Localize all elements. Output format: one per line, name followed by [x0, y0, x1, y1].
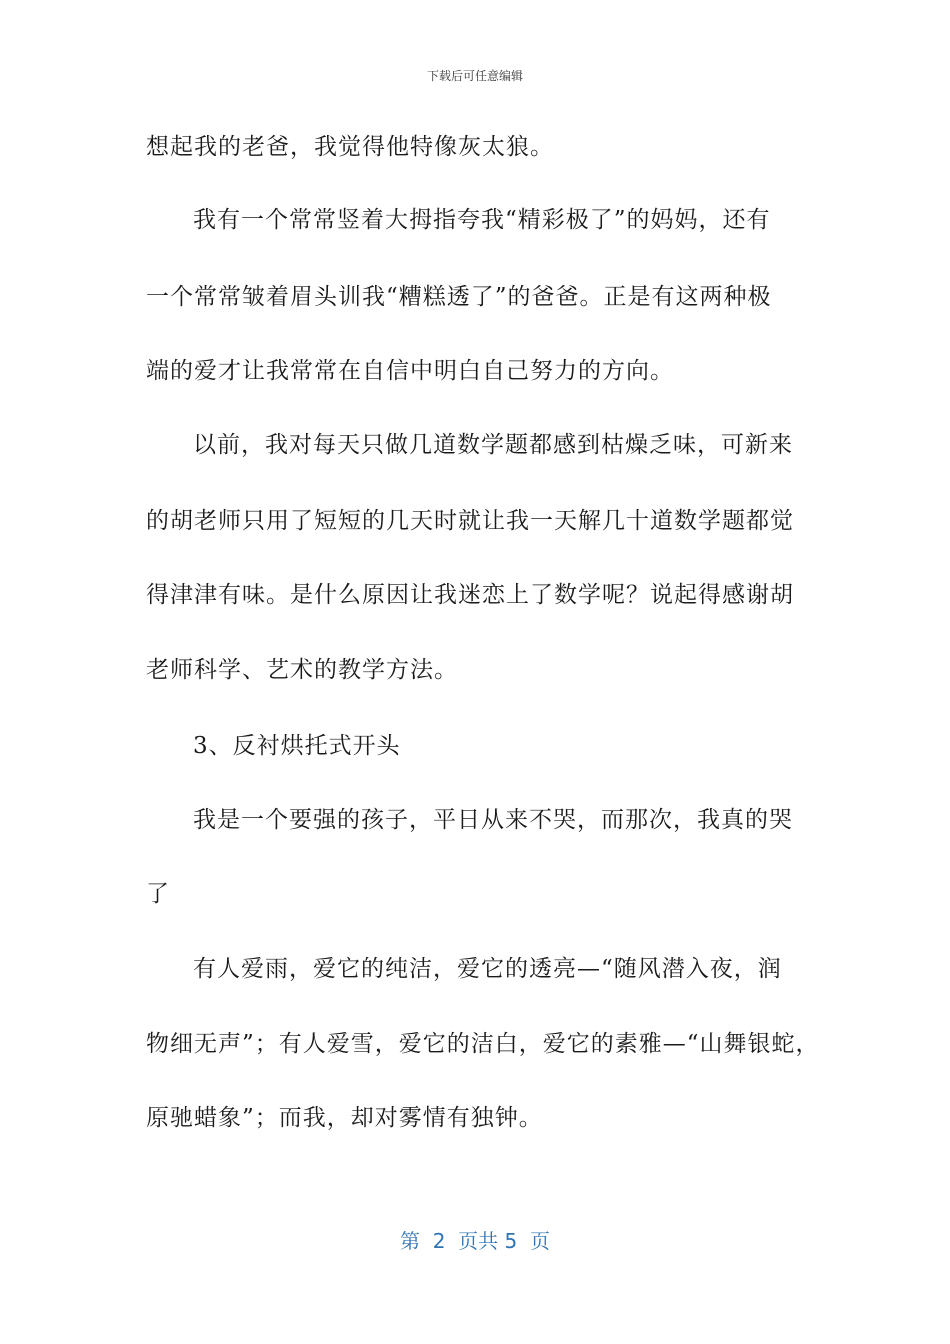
page-number-footer: 第 2 页共 5 页 — [400, 1229, 550, 1253]
paragraph-line: 我是一个要强的孩子，平日从来不哭，而那次，我真的哭 — [193, 807, 793, 833]
paragraph-line: 的胡老师只用了短短的几天时就让我一天解几十道数学题都觉 — [146, 508, 794, 534]
paragraph-line: 想起我的老爸，我觉得他特像灰太狼。 — [146, 134, 554, 160]
paragraph-line: 以前，我对每天只做几道数学题都感到枯燥乏味，可新来 — [193, 432, 793, 458]
paragraph-line: 一个常常皱着眉头训我“糟糕透了”的爸爸。正是有这两种极 — [146, 284, 772, 310]
section-heading: 3、反衬烘托式开头 — [193, 733, 401, 759]
paragraph-line: 我有一个常常竖着大拇指夸我“精彩极了”的妈妈，还有 — [193, 207, 771, 233]
paragraph-line: 端的爱才让我常常在自信中明白自己努力的方向。 — [146, 358, 674, 384]
paragraph-line: 有人爱雨，爱它的纯洁，爱它的透亮—“随风潜入夜，润 — [193, 956, 782, 982]
paragraph-line: 原驰蜡象”；而我，却对雾情有独钟。 — [146, 1105, 543, 1131]
header-note: 下载后可任意编辑 — [426, 69, 523, 83]
paragraph-line: 得津津有味。是什么原因让我迷恋上了数学呢？说起得感谢胡 — [146, 582, 794, 608]
paragraph-line: 物细无声”；有人爱雪，爱它的洁白，爱它的素雅—“山舞银蛇， — [146, 1031, 820, 1057]
paragraph-line: 老师科学、艺术的教学方法。 — [146, 657, 458, 683]
paragraph-line: 了 — [146, 881, 170, 907]
